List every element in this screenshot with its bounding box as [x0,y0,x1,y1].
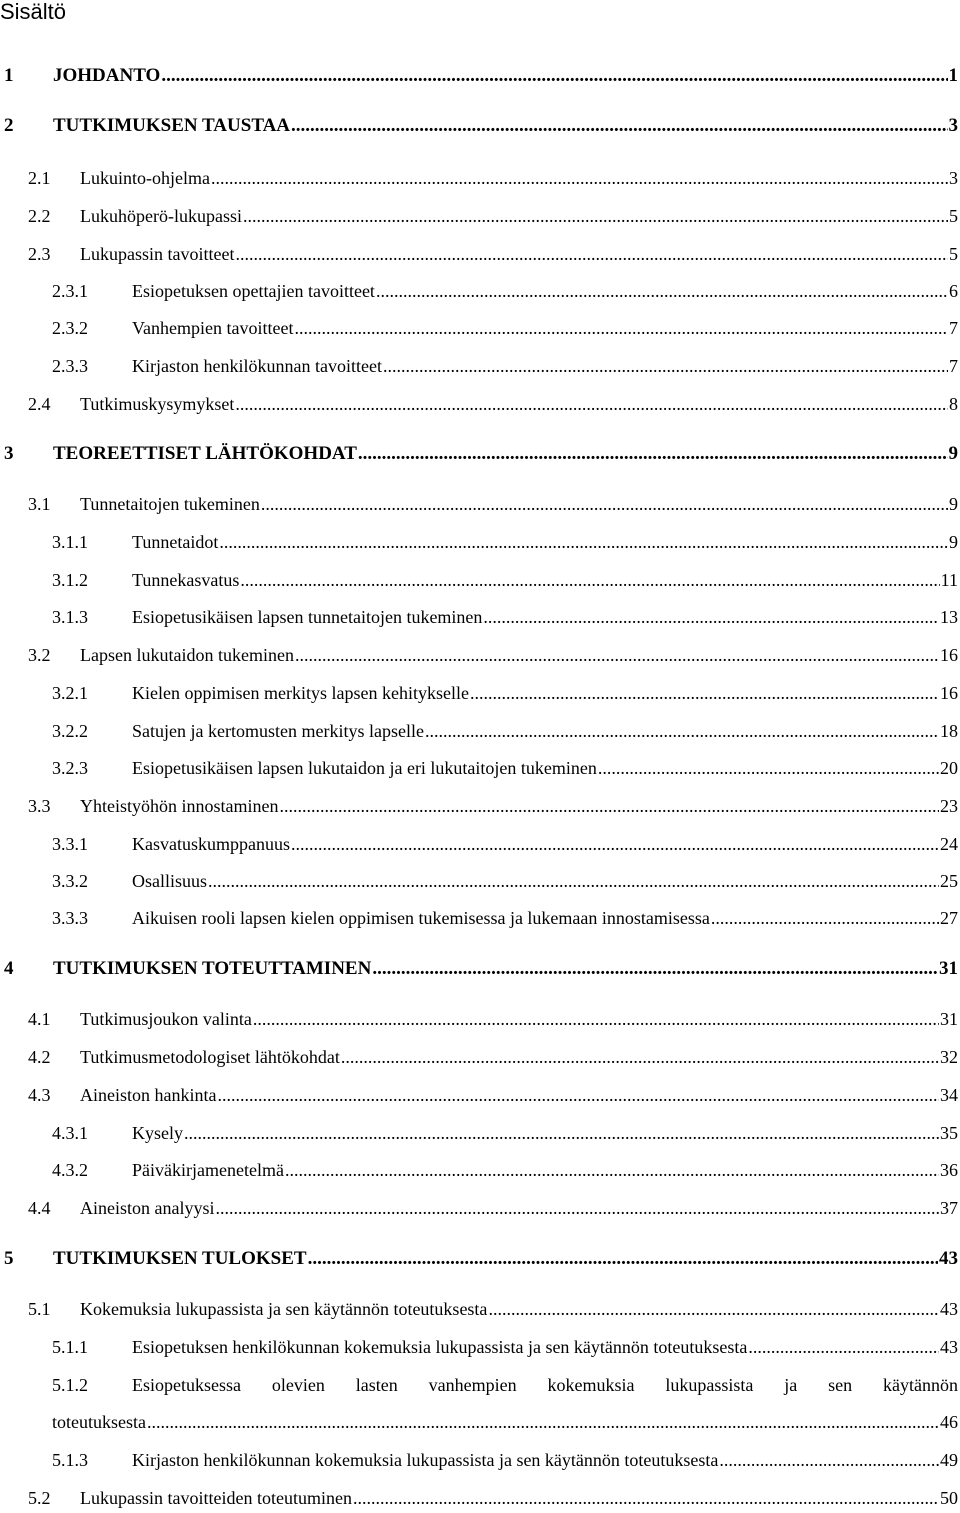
toc-entry-number: 1 [4,65,14,86]
toc-entry-title: Yhteistyöhön innostaminen [80,796,279,816]
toc-entry[interactable] [28,493,958,515]
toc-entry[interactable] [28,1084,958,1106]
dot-leader [161,65,947,87]
toc-entry[interactable] [28,205,958,227]
toc-entry-page: 34 [940,1085,958,1105]
toc-entry[interactable] [4,115,958,137]
toc-entry-title: Tutkimuskysymykset [80,394,235,414]
toc-entry-page: 31 [940,1009,958,1029]
toc-entry[interactable] [52,682,958,704]
dot-leader [211,167,948,189]
toc-entry-page: 35 [940,1123,958,1143]
toc-entry-number: 3 [4,443,14,464]
toc-entry-title: Kysely [132,1123,183,1143]
dot-leader [308,1248,938,1270]
toc-entry-title: Aineiston analyysi [80,1198,215,1218]
dot-leader [215,1197,939,1219]
toc-entry-number: 5.1.1 [52,1337,88,1357]
dot-leader [598,757,939,779]
toc-entry-title: Esiopetuksessa olevien lasten vanhempien kokemuksia lukupassista ja sen käytännön [132,1375,958,1395]
dot-leader [470,682,939,704]
toc-entry-number: 3.1.3 [52,607,88,627]
toc-entry-page: 18 [940,721,958,741]
toc-entry-number: 3.2.1 [52,683,88,703]
toc-entry[interactable] [28,1487,958,1509]
toc-entry-page: 7 [949,356,958,376]
toc-entry[interactable] [52,907,958,929]
toc-entry[interactable] [4,1248,958,1270]
toc-entry-number: 2.2 [28,206,51,226]
dot-leader [372,958,938,980]
dot-leader [748,1336,939,1358]
toc-entry-page: 25 [940,871,958,891]
toc-entry[interactable] [52,531,958,553]
toc-entry-title: Aikuisen rooli lapsen kielen oppimisen tukemisessa ja lukemaan innostamisessa [132,908,710,928]
dot-leader [711,907,939,929]
toc-entry-title: TUTKIMUKSEN TULOKSET [53,1248,307,1269]
toc-entry-page: 36 [940,1160,958,1180]
toc-entry-page: 50 [940,1488,958,1508]
toc-entry-number: 2.4 [28,394,51,414]
toc-entry[interactable] [52,317,958,339]
toc-entry-number: 3.2 [28,645,51,665]
dot-leader [295,644,939,666]
toc-entry-page: 32 [940,1047,958,1067]
toc-entry-page: 16 [940,683,958,703]
toc-entry-title: Satujen ja kertomusten merkitys lapselle [132,721,424,741]
toc-entry-page: 5 [949,206,958,226]
dot-leader [279,795,939,817]
toc-entry-number: 3.3.1 [52,834,88,854]
toc-entry[interactable] [28,1008,958,1030]
toc-entry-title: Esiopetuksen henkilökunnan kokemuksia lukupassista ja sen käytännön toteutuksesta [132,1337,748,1357]
toc-entry-number: 4 [4,958,14,979]
dot-leader [383,355,948,377]
toc-entry-title: Lukupassin tavoitteet [80,244,235,264]
toc-entry-title: Päiväkirjamenetelmä [132,1160,284,1180]
dot-leader [147,1411,939,1433]
toc-entry[interactable] [52,1449,958,1471]
toc-entry-page: 8 [949,394,958,414]
toc-entry[interactable] [4,443,958,465]
toc-entry-title: Tunnetaitojen tukeminen [80,494,260,514]
toc-entry-page: 31 [939,958,958,979]
toc-entry[interactable] [52,1159,958,1181]
toc-entry[interactable] [52,606,958,628]
toc-entry-number: 2.3.1 [52,281,88,301]
toc-entry[interactable] [4,65,958,87]
dot-leader [219,531,948,553]
toc-entry-title: Tunnetaidot [132,532,219,552]
toc-entry-number: 4.1 [28,1009,51,1029]
toc-entry-title: Esiopetuksen opettajien tavoitteet [132,281,375,301]
dot-leader [240,569,939,591]
toc-entry-page: 6 [949,281,958,301]
toc-entry[interactable] [28,795,958,817]
dot-leader [208,870,939,892]
toc-title: Sisältö [0,0,67,24]
toc-entry-page: 5 [949,244,958,264]
dot-leader [235,393,948,415]
dot-leader [253,1008,939,1030]
toc-entry-number: 5.1 [28,1299,51,1319]
toc-entry[interactable] [28,644,958,666]
toc-entry-title: Kasvatuskumppanuus [132,834,290,854]
toc-entry[interactable] [28,1298,958,1320]
toc-entry-title: TUTKIMUKSEN TOTEUTTAMINEN [53,958,372,979]
toc-entry-number: 5.1.2 [52,1375,88,1395]
toc-entry-number: 3.3.2 [52,871,88,891]
toc-entry-number: 5 [4,1248,14,1269]
toc-entry-number: 3.1.1 [52,532,88,552]
toc-entry-number: 3.1.2 [52,570,88,590]
toc-entry-page: 3 [948,115,958,136]
toc-entry-title: Kokemuksia lukupassista ja sen käytännön toteutuksesta [80,1299,488,1319]
toc-entry-title: Kirjaston henkilökunnan tavoitteet [132,356,382,376]
toc-entry-page: 9 [949,532,958,552]
toc-entry-title: Lukuhöperö-lukupassi [80,206,242,226]
dot-leader [261,493,948,515]
toc-entry[interactable] [52,355,958,377]
toc-entry-title: Kielen oppimisen merkitys lapsen kehitykselle [132,683,469,703]
toc-entry-number: 2 [4,115,14,136]
toc-entry-title: Kirjaston henkilökunnan kokemuksia lukupassista ja sen käytännön toteutuksesta [132,1450,719,1470]
toc-entry-number: 2.3.3 [52,356,88,376]
toc-entry-page: 43 [940,1337,958,1357]
dot-leader [243,205,948,227]
toc-entry-number: 3.1 [28,494,51,514]
toc-entry-title-continued: toteutuksesta [52,1412,146,1432]
toc-entry-number: 2.1 [28,168,51,188]
dot-leader [184,1122,939,1144]
toc-entry-title: JOHDANTO [53,65,161,86]
dot-leader [217,1084,939,1106]
dot-leader [294,317,948,339]
toc-entry-title: Esiopetusikäisen lapsen tunnetaitojen tukeminen [132,607,483,627]
toc-entry-title: Osallisuus [132,871,208,891]
toc-entry[interactable] [52,833,958,855]
toc-entry-page: 1 [948,65,958,86]
toc-entry-page: 37 [940,1198,958,1218]
dot-leader [235,243,948,265]
toc-entry-title: Lukupassin tavoitteiden toteutuminen [80,1488,352,1508]
toc-entry[interactable] [28,1046,958,1068]
toc-entry-page: 16 [940,645,958,665]
toc-entry-number: 3.3.3 [52,908,88,928]
toc-entry-number: 2.3 [28,244,51,264]
toc-entry[interactable] [52,569,958,591]
toc-entry-page: 43 [939,1248,958,1269]
toc-entry-number: 5.2 [28,1488,51,1508]
dot-leader [425,720,939,742]
toc-entry-number: 2.3.2 [52,318,88,338]
toc-entry-number: 4.2 [28,1047,51,1067]
toc-entry-page: 9 [949,494,958,514]
toc-entry-title: Lukuinto-ohjelma [80,168,210,188]
toc-entry[interactable] [52,720,958,742]
dot-leader [376,280,948,302]
toc-entry[interactable] [28,1197,958,1219]
dot-leader [341,1046,939,1068]
toc-entry-page: 43 [940,1299,958,1319]
dot-leader [353,1487,939,1509]
toc-entry-continuation[interactable] [52,1411,958,1433]
toc-entry[interactable] [52,870,958,892]
toc-entry-number: 4.3.1 [52,1123,88,1143]
dot-leader [488,1298,939,1320]
toc-entry[interactable] [52,1374,958,1396]
toc-entry-page: 13 [940,607,958,627]
toc-entry[interactable] [52,280,958,302]
dot-leader [358,443,948,465]
toc-entry-number: 3.3 [28,796,51,816]
toc-entry[interactable] [28,167,958,189]
toc-entry-number: 4.3.2 [52,1160,88,1180]
toc-entry[interactable] [52,757,958,779]
toc-entry[interactable] [28,393,958,415]
dot-leader [291,833,939,855]
dot-leader [483,606,939,628]
toc-entry-title: Lapsen lukutaidon tukeminen [80,645,294,665]
toc-entry[interactable] [28,243,958,265]
toc-entry-number: 4.3 [28,1085,51,1105]
toc-entry-page: 24 [940,834,958,854]
toc-entry-title: Esiopetusikäisen lapsen lukutaidon ja eri lukutaitojen tukeminen [132,758,597,778]
toc-entry-title: Tunnekasvatus [132,570,240,590]
toc-entry[interactable] [52,1122,958,1144]
toc-entry-page: 11 [940,570,958,590]
toc-entry-number: 3.2.3 [52,758,88,778]
toc-entry-page: 27 [940,908,958,928]
toc-entry-title: Aineiston hankinta [80,1085,217,1105]
toc-entry-page: 3 [949,168,958,188]
toc-entry-page: 20 [940,758,958,778]
toc-entry-title: Tutkimusjoukon valinta [80,1009,252,1029]
dot-leader [285,1159,939,1181]
toc-entry-page: 46 [940,1412,958,1432]
toc-entry-title: Tutkimusmetodologiset lähtökohdat [80,1047,340,1067]
toc-entry-page: 23 [940,796,958,816]
toc-entry-number: 3.2.2 [52,721,88,741]
toc-entry-title: TEOREETTISET LÄHTÖKOHDAT [53,443,357,464]
toc-entry-page: 7 [949,318,958,338]
toc-entry[interactable] [4,958,958,980]
dot-leader [291,115,947,137]
toc-entry-page: 49 [940,1450,958,1470]
toc-entry-page: 9 [948,443,958,464]
toc-entry-number: 5.1.3 [52,1450,88,1470]
toc-entry-number: 4.4 [28,1198,51,1218]
toc-entry[interactable] [52,1336,958,1358]
toc-entry-title: Vanhempien tavoitteet [132,318,294,338]
toc-entry-title: TUTKIMUKSEN TAUSTAA [53,115,291,136]
dot-leader [719,1449,939,1471]
